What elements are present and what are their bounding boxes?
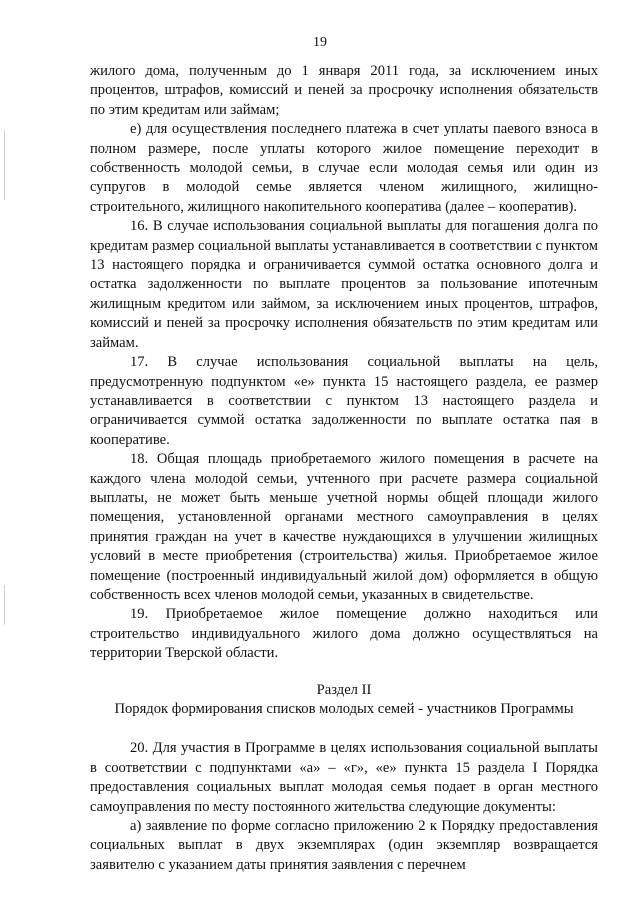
- section-title: Порядок формирования списков молодых семей - участников Программы: [114, 701, 574, 717]
- page-number: 19: [313, 35, 327, 50]
- paragraph-19: 19. Приобретаемое жилое помещение должно находиться или строительство индивидуального жилого дома должно осуществляться на территории Тверской области.: [90, 606, 598, 662]
- paragraph-18: 18. Общая площадь приобретаемого жилого помещения в расчете на каждого члена молодой семьи, учтенного при расчете размера социальной выплаты, не может быть меньше учетной нормы общей площади жилого помещения, установленной органами местного самоуправления в целях принятия граждан на учет в качестве нуждающихся в улучшении жилищных условий в месте приобретения (строительства) жилья. Приобретаемое жилое помещение (построенный индивидуальный жилой дом) оформляется в общую собственность всех членов молодой семьи, указанных в свидетельстве.: [90, 451, 598, 603]
- section-number: Раздел II: [316, 681, 372, 698]
- paragraph-continuation: жилого дома, полученным до 1 января 2011 года, за исключением иных процентов, штрафов, комиссий и пеней за просрочку исполнения обязательств по этим кредитам или займам;: [90, 63, 598, 118]
- spacer: [90, 719, 598, 739]
- spacer: [90, 664, 598, 681]
- paragraph-subitem-a: а) заявление по форме согласно приложению 2 к Порядку предоставления социальных выплат в двух экземплярах (один экземпляр возвращается заявителю с указанием даты принятия заявления с перечнем: [90, 818, 598, 873]
- paragraph-subitem-e: е) для осуществления последнего платежа в счет уплаты паевого взноса в полном размере, после уплаты которого жилое помещение переходит в собственность молодой семьи, в случае если молодая семья или один из супругов в молодой семье является членом жилищного, жилищно-строительного, жилищного накопительного кооператива (далее – кооператив).: [90, 121, 598, 215]
- scan-edge-mark: [4, 585, 5, 625]
- paragraph-20: 20. Для участия в Программе в целях использования социальной выплаты в соответствии с подпунктами «а» – «г», «е» пункта 15 раздела I Порядка предоставления социальных выплат молодая семья подает в орган местного самоуправления по месту постоянного жительства следующие документы:: [90, 740, 598, 815]
- paragraph-17: 17. В случае использования социальной выплаты на цель, предусмотренную подпунктом «е» пункта 15 настоящего раздела, ее размер устанавливается в соответствии с пунктом 13 настоящего раздела и ограничивается суммой остатка задолженности по выплате остатка пая в кооперативе.: [90, 354, 598, 448]
- paragraph-16: 16. В случае использования социальной выплаты для погашения долга по кредитам размер социальной выплаты устанавливается в соответствии с пунктом 13 настоящего порядка и ограничивается суммой остатка основного долга и остатка задолженности по выплате процентов за пользование ипотечным жилищным кредитом или займом, за исключением иных процентов, штрафов, комиссий и пеней за просрочку исполнения обязательств по этим кредитам или займам.: [90, 218, 598, 351]
- scan-edge-mark: [4, 130, 5, 200]
- document-body: [90, 62, 598, 875]
